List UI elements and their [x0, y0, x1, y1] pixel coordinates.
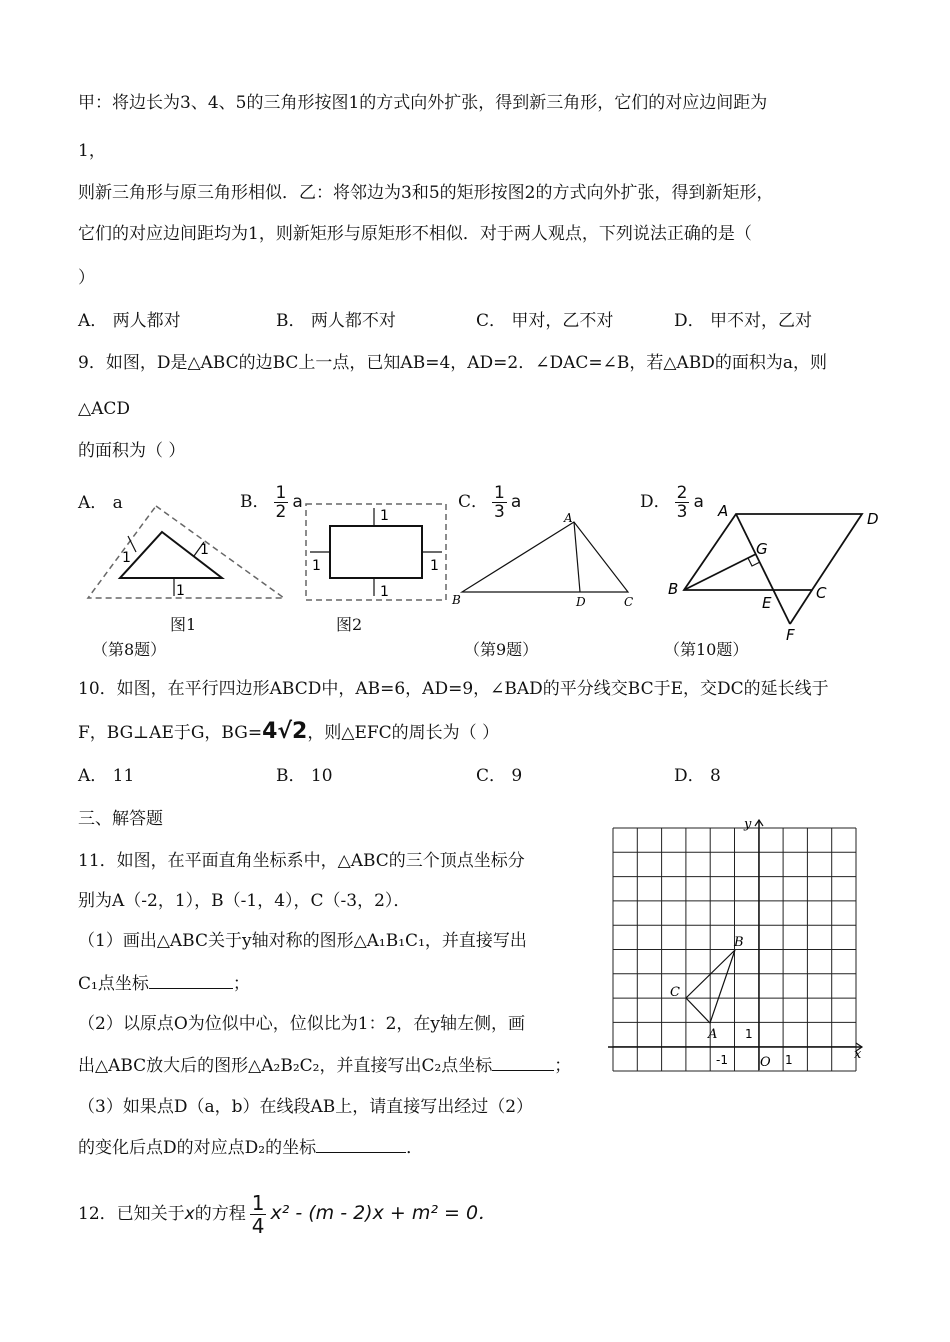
vertex-b: B — [668, 580, 679, 598]
q11-line6-prefix: 出△ABC放大后的图形△A₂B₂C₂，并直接写出C₂点坐标 — [78, 1056, 493, 1076]
outer-dashed-triangle — [88, 506, 284, 598]
inner-rectangle — [330, 526, 422, 578]
q8-line2: 1， — [78, 141, 106, 161]
frac-numerator: 1 — [494, 483, 505, 503]
q9-line2: △ACD — [78, 399, 130, 419]
q8-line4: 它们的对应边间距均为1，则新矩形与原矩形不相似．对于两人观点，下列说法正确的是（ — [78, 224, 752, 244]
vertex-g: G — [756, 540, 768, 558]
q10-option-c: C． 9 — [476, 766, 523, 786]
parallelogram-abcd — [684, 514, 862, 590]
figure-2-caption: 图2 — [336, 615, 363, 634]
tick-label-y-1: 1 — [745, 1027, 753, 1041]
q8-option-c: C． 甲对，乙不对 — [476, 311, 614, 331]
section-heading: 三、解答题 — [78, 809, 163, 829]
y-axis-label: y — [744, 817, 752, 832]
triangle-abc — [462, 522, 628, 592]
q11-line8 — [78, 1136, 423, 1159]
figure-2-rectangle — [300, 498, 452, 606]
q12-equation: x² - (m - 2)x + m² = 0． — [270, 1202, 498, 1224]
point-a-label: A — [708, 1027, 718, 1042]
q11-line4 — [78, 972, 250, 995]
q11-line8-suffix: ． — [406, 1138, 424, 1158]
figure-1-triangle — [84, 500, 294, 605]
frac-variable: a — [510, 492, 522, 512]
point-b-label: B — [734, 935, 744, 950]
q8-line3: 则新三角形与原三角形相似．乙：将邻边为3和5的矩形按图2的方式向外扩张，得到新矩形， — [78, 183, 774, 203]
q9-option-c-prefix: C． — [458, 492, 489, 512]
q11-line6 — [78, 1054, 571, 1077]
label-one-left: 1 — [312, 558, 321, 574]
frac-denominator: 3 — [676, 502, 688, 522]
tick-label-x-1: 1 — [785, 1053, 793, 1067]
label-one-right: 1 — [200, 542, 209, 558]
radical-4-root-2: 4√2 — [262, 719, 308, 744]
frac-variable: a — [292, 492, 303, 512]
segment-cf — [790, 590, 812, 624]
q11-line1: 11．如图，在平面直角坐标系中，△ABC的三个顶点坐标分 — [78, 851, 525, 871]
answer-blank-c1[interactable] — [149, 972, 233, 989]
q12-variable: x — [184, 1204, 195, 1224]
frac-numerator: 1 — [251, 1191, 265, 1215]
q12-prefix: 12．已知关于 — [78, 1204, 185, 1224]
frac-denominator: 3 — [494, 502, 505, 522]
vertex-e: E — [762, 594, 772, 612]
q10-line2-suffix: ，则△EFC的周长为（ ） — [307, 723, 500, 743]
q10-option-d: D． 8 — [674, 766, 721, 786]
answer-blank-d2[interactable] — [316, 1136, 406, 1153]
coordinate-grid — [608, 814, 870, 1076]
q11-line5: （2）以原点O为位似中心，位似比为1：2，在y轴左侧，画 — [78, 1014, 525, 1034]
vertex-f: F — [786, 626, 795, 644]
frac-numerator: 2 — [676, 483, 688, 503]
vertex-d: D — [576, 595, 586, 608]
q12-mid: 的方程 — [194, 1204, 246, 1224]
q11-line7: （3）如果点D（a，b）在线段AB上，请直接写出经过（2） — [78, 1097, 534, 1117]
q10-option-a: A． 11 — [78, 766, 135, 786]
label-one-left: 1 — [122, 550, 131, 566]
segment-ad — [574, 522, 580, 592]
figure-1-caption: 图1 — [170, 615, 197, 634]
q12-fraction — [250, 1192, 267, 1237]
x-axis-label: x — [854, 1047, 862, 1062]
label-one-bottom: 1 — [176, 583, 185, 599]
vertex-c: C — [816, 584, 827, 602]
q11-line6-suffix: ； — [554, 1056, 572, 1076]
q9-line1: 9．如图，D是△ABC的边BC上一点，已知AB=4，AD=2．∠DAC=∠B，若△ABD的面积为a，则 — [78, 353, 827, 373]
q11-line4-prefix: C₁点坐标 — [78, 974, 149, 994]
point-c-label: C — [670, 985, 680, 1000]
q11-line2: 别为A（-2，1），B（-1，4），C（-3，2）． — [78, 891, 411, 911]
caption-question-10: （第10题） — [664, 640, 749, 659]
segment-bg — [684, 554, 756, 590]
q10-line2-prefix: F，BG⊥AE于G，BG= — [78, 723, 263, 743]
tick-label-x-neg1: -1 — [716, 1053, 728, 1067]
q8-option-a: A． 两人都对 — [78, 311, 181, 331]
q9-line3: 的面积为（ ） — [78, 441, 186, 461]
vertex-a: A — [564, 511, 573, 525]
q10-option-b: B． 10 — [276, 766, 333, 786]
q9-option-a: A． a — [78, 493, 123, 513]
q8-option-b: B． 两人都不对 — [276, 311, 396, 331]
caption-question-8: （第8题） — [92, 640, 167, 659]
origin-label: O — [760, 1055, 771, 1070]
vertex-a: A — [718, 502, 729, 520]
label-one-bottom: 1 — [380, 584, 389, 600]
label-one-top: 1 — [380, 508, 389, 524]
q8-line5: ） — [78, 268, 95, 288]
q8-option-d: D． 甲不对，乙对 — [674, 311, 813, 331]
label-one-right: 1 — [430, 558, 439, 574]
frac-denominator: 4 — [251, 1214, 265, 1238]
q11-line3: （1）画出△ABC关于y轴对称的图形△A₁B₁C₁，并直接写出 — [78, 931, 527, 951]
frac-numerator: 1 — [275, 483, 287, 503]
vertex-c: C — [624, 595, 634, 608]
vertex-b: B — [452, 593, 461, 607]
frac-variable: a — [693, 492, 704, 512]
figure-10-parallelogram — [664, 500, 886, 645]
caption-question-9: （第9题） — [464, 640, 539, 659]
q11-line4-suffix: ； — [232, 974, 250, 994]
figure-9-triangle — [450, 508, 640, 608]
q10-line1: 10．如图，在平行四边形ABCD中，AB=6，AD=9，∠BAD的平分线交BC于E，交DC的延长线于 — [78, 679, 829, 699]
answer-blank-c2[interactable] — [492, 1054, 554, 1071]
q12-line — [78, 1192, 497, 1237]
q9-option-b-prefix: B． — [240, 492, 270, 512]
vertex-d: D — [867, 510, 879, 528]
q8-line1: 甲：将边长为3、4、5的三角形按图1的方式向外扩张，得到新三角形，它们的对应边间距为 — [78, 93, 768, 113]
q9-option-d-prefix: D． — [640, 492, 671, 512]
frac-denominator: 2 — [275, 502, 287, 522]
q10-line2 — [78, 721, 499, 744]
q11-line8-prefix: 的变化后点D的对应点D₂的坐标 — [78, 1138, 317, 1158]
